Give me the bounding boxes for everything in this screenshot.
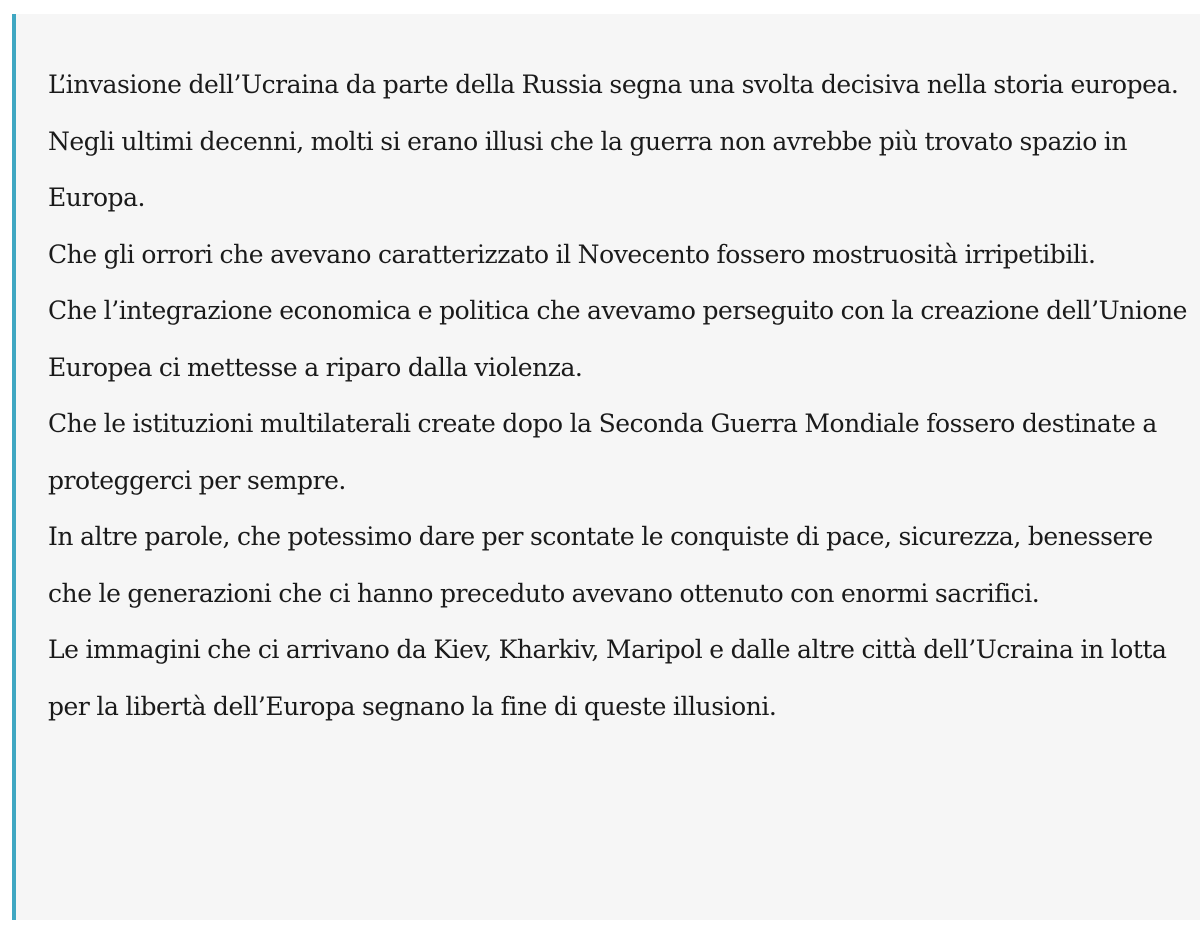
quote-paragraph-6: In altre parole, che potessimo dare per scontate le conquiste di pace, sicurezza, benessere che le generazioni che ci hanno preceduto avevano ottenuto con enormi sacrifici. bbox=[48, 522, 1153, 608]
blockquote bbox=[12, 14, 1200, 920]
quote-paragraph-4: Che l’integrazione economica e politica che avevamo perseguito con la creazione dell’Unione Europea ci mettesse a riparo dalla violenza. bbox=[48, 296, 1187, 382]
quote-paragraph-7: Le immagini che ci arrivano da Kiev, Kharkiv, Maripol e dalle altre città dell’Ucraina in lotta per la libertà dell’Europa segnano la fine di queste illusioni. bbox=[48, 635, 1167, 721]
quote-paragraph-2: Negli ultimi decenni, molti si erano illusi che la guerra non avrebbe più trovato spazio in Europa. bbox=[48, 126, 1127, 212]
quote-paragraph-1: L’invasione dell’Ucraina da parte della Russia segna una svolta decisiva nella storia europea. bbox=[48, 70, 1179, 99]
quote-body bbox=[48, 57, 1188, 735]
quote-paragraph-3: Che gli orrori che avevano caratterizzato il Novecento fossero mostruosità irripetibili. bbox=[48, 239, 1096, 269]
quote-paragraph-5: Che le istituzioni multilaterali create dopo la Seconda Guerra Mondiale fossero destinate a proteggerci per sempre. bbox=[48, 409, 1157, 495]
